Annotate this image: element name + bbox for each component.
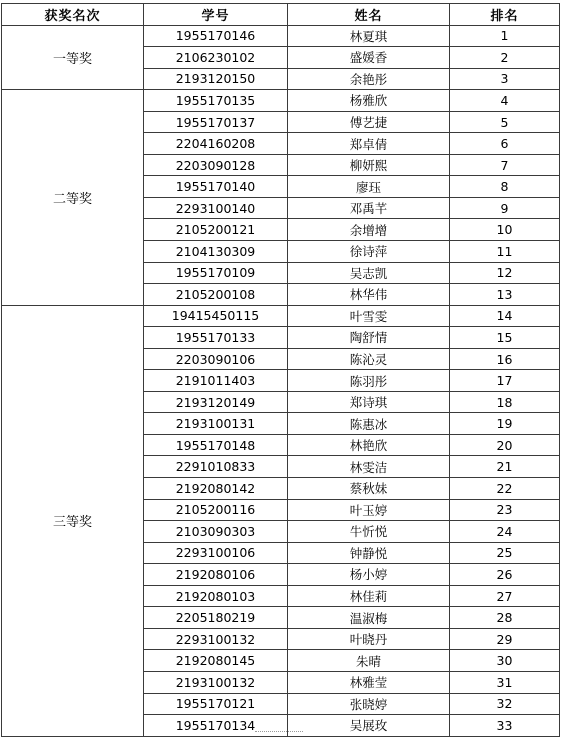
student-id-cell: 1955170109	[144, 262, 288, 284]
name-cell: 张晓婷	[288, 693, 450, 715]
student-id-cell: 2205180219	[144, 607, 288, 629]
rank-cell: 30	[450, 650, 560, 672]
name-cell: 吴志凯	[288, 262, 450, 284]
student-id-cell: 1955170134	[144, 715, 288, 737]
rank-cell: 7	[450, 154, 560, 176]
rank-cell: 2	[450, 47, 560, 69]
name-cell: 朱晴	[288, 650, 450, 672]
rank-cell: 21	[450, 456, 560, 478]
student-id-cell: 2193120149	[144, 391, 288, 413]
student-id-cell: 2193120150	[144, 68, 288, 90]
rank-cell: 12	[450, 262, 560, 284]
name-cell: 陈沁灵	[288, 348, 450, 370]
name-cell: 叶雪雯	[288, 305, 450, 327]
name-cell: 陶舒情	[288, 327, 450, 349]
student-id-cell: 1955170135	[144, 90, 288, 112]
header-award-rank: 获奖名次	[2, 4, 144, 26]
name-cell: 林雅莹	[288, 671, 450, 693]
award-level-cell: 二等奖	[2, 90, 144, 305]
header-student-id: 学号	[144, 4, 288, 26]
student-id-cell: 2192080103	[144, 585, 288, 607]
student-id-cell: 2193100131	[144, 413, 288, 435]
name-cell: 盛媛香	[288, 47, 450, 69]
rank-cell: 1	[450, 25, 560, 47]
name-cell: 杨小婷	[288, 564, 450, 586]
student-id-cell: 2105200108	[144, 284, 288, 306]
student-id-cell: 2192080142	[144, 478, 288, 500]
student-id-cell: 1955170133	[144, 327, 288, 349]
name-cell: 柳妍熙	[288, 154, 450, 176]
name-cell: 陈羽彤	[288, 370, 450, 392]
name-cell: 吴展玫	[288, 715, 450, 737]
header-row	[2, 4, 560, 26]
student-id-cell: 2193100132	[144, 671, 288, 693]
name-cell: 杨雅欣	[288, 90, 450, 112]
name-cell: 陈惠冰	[288, 413, 450, 435]
name-cell: 郑卓倩	[288, 133, 450, 155]
student-id-cell: 1955170148	[144, 434, 288, 456]
award-ranking-table	[1, 3, 560, 737]
rank-cell: 29	[450, 628, 560, 650]
rank-cell: 3	[450, 68, 560, 90]
name-cell: 余增增	[288, 219, 450, 241]
rank-cell: 4	[450, 90, 560, 112]
student-id-cell: 2204160208	[144, 133, 288, 155]
name-cell: 林雯洁	[288, 456, 450, 478]
student-id-cell: 19415450115	[144, 305, 288, 327]
student-id-cell: 2293100106	[144, 542, 288, 564]
name-cell: 徐诗萍	[288, 241, 450, 263]
student-id-cell: 2293100132	[144, 628, 288, 650]
rank-cell: 6	[450, 133, 560, 155]
rank-cell: 10	[450, 219, 560, 241]
student-id-cell: 2105200121	[144, 219, 288, 241]
rank-cell: 13	[450, 284, 560, 306]
award-ranking-sheet	[1, 3, 560, 737]
rank-cell: 32	[450, 693, 560, 715]
rank-cell: 8	[450, 176, 560, 198]
name-cell: 林华伟	[288, 284, 450, 306]
rank-cell: 22	[450, 478, 560, 500]
rank-cell: 24	[450, 521, 560, 543]
rank-cell: 11	[450, 241, 560, 263]
rank-cell: 9	[450, 197, 560, 219]
student-id-cell: 2192080145	[144, 650, 288, 672]
rank-cell: 20	[450, 434, 560, 456]
rank-cell: 5	[450, 111, 560, 133]
student-id-cell: 2192080106	[144, 564, 288, 586]
student-id-cell: 1955170146	[144, 25, 288, 47]
student-id-cell: 1955170140	[144, 176, 288, 198]
name-cell: 廖珏	[288, 176, 450, 198]
rank-cell: 26	[450, 564, 560, 586]
student-id-cell: 2203090128	[144, 154, 288, 176]
student-id-cell: 2191011403	[144, 370, 288, 392]
student-id-cell: 2106230102	[144, 47, 288, 69]
rank-cell: 16	[450, 348, 560, 370]
rank-cell: 14	[450, 305, 560, 327]
name-cell: 温淑梅	[288, 607, 450, 629]
award-level-cell: 一等奖	[2, 25, 144, 90]
student-id-cell: 2105200116	[144, 499, 288, 521]
name-cell: 叶玉婷	[288, 499, 450, 521]
rank-cell: 27	[450, 585, 560, 607]
name-cell: 叶晓丹	[288, 628, 450, 650]
student-id-cell: 1955170137	[144, 111, 288, 133]
student-id-cell: 2291010833	[144, 456, 288, 478]
name-cell: 傅艺捷	[288, 111, 450, 133]
rank-cell: 25	[450, 542, 560, 564]
student-id-cell: 2104130309	[144, 241, 288, 263]
rank-cell: 28	[450, 607, 560, 629]
rank-cell: 31	[450, 671, 560, 693]
header-rank: 排名	[450, 4, 560, 26]
student-id-cell: 2103090303	[144, 521, 288, 543]
award-level-cell: 三等奖	[2, 305, 144, 736]
rank-cell: 23	[450, 499, 560, 521]
rank-cell: 19	[450, 413, 560, 435]
rank-cell: 18	[450, 391, 560, 413]
table-row	[2, 25, 560, 47]
name-cell: 蔡秋妹	[288, 478, 450, 500]
name-cell: 郑诗琪	[288, 391, 450, 413]
name-cell: 余艳彤	[288, 68, 450, 90]
rank-cell: 33	[450, 715, 560, 737]
student-id-cell: 2293100140	[144, 197, 288, 219]
student-id-cell: 1955170121	[144, 693, 288, 715]
name-cell: 林艳欣	[288, 434, 450, 456]
rank-cell: 17	[450, 370, 560, 392]
rank-cell: 15	[450, 327, 560, 349]
name-cell: 牛忻悦	[288, 521, 450, 543]
name-cell: 林佳莉	[288, 585, 450, 607]
name-cell: 邓禹芊	[288, 197, 450, 219]
name-cell: 林夏琪	[288, 25, 450, 47]
table-body	[2, 25, 560, 736]
table-row	[2, 90, 560, 112]
name-cell: 钟静悦	[288, 542, 450, 564]
header-name: 姓名	[288, 4, 450, 26]
table-row	[2, 305, 560, 327]
student-id-cell: 2203090106	[144, 348, 288, 370]
